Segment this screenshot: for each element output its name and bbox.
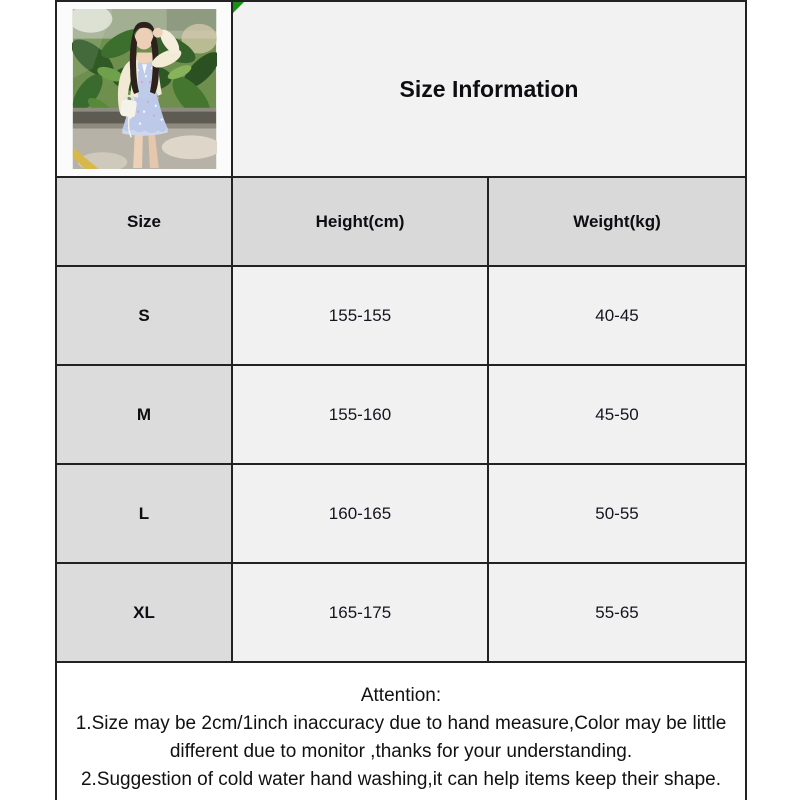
product-photo-illustration [72, 9, 217, 169]
size-label: L [56, 464, 232, 563]
table-row-m [56, 365, 746, 464]
product-photo [58, 3, 230, 175]
column-header-row [56, 177, 746, 266]
photo-title-row [56, 1, 746, 177]
table-row-s [56, 266, 746, 365]
product-photo-cell [56, 1, 232, 177]
weight-value: 55-65 [488, 563, 746, 662]
size-label: M [56, 365, 232, 464]
size-label: S [56, 266, 232, 365]
attention-line: different due to monitor ,thanks for your understanding. [169, 740, 633, 762]
attention-row [56, 662, 746, 800]
attention-line: 1.Size may be 2cm/1inch inaccuracy due to hand measure,Color may be little [75, 712, 727, 734]
weight-value: 40-45 [488, 266, 746, 365]
white-handbag [120, 99, 137, 118]
size-label: XL [56, 563, 232, 662]
weight-value: 50-55 [488, 464, 746, 563]
size-information-header-cell [232, 1, 746, 177]
attention-heading: Attention: [360, 684, 442, 706]
table-row-l [56, 464, 746, 563]
column-header-weight: Weight(kg) [488, 177, 746, 266]
green-corner-triangle-icon [233, 2, 244, 13]
attention-line: 2.Suggestion of cold water hand washing,it can help items keep their shape. [80, 768, 722, 790]
column-header-size: Size [56, 177, 232, 266]
column-header-height: Height(cm) [232, 177, 488, 266]
table-row-xl [56, 563, 746, 662]
page-title: Size Information [399, 75, 579, 102]
height-value: 155-155 [232, 266, 488, 365]
size-table [55, 0, 747, 800]
attention-note-box [56, 662, 746, 800]
height-value: 160-165 [232, 464, 488, 563]
height-value: 155-160 [232, 365, 488, 464]
weight-value: 45-50 [488, 365, 746, 464]
height-value: 165-175 [232, 563, 488, 662]
